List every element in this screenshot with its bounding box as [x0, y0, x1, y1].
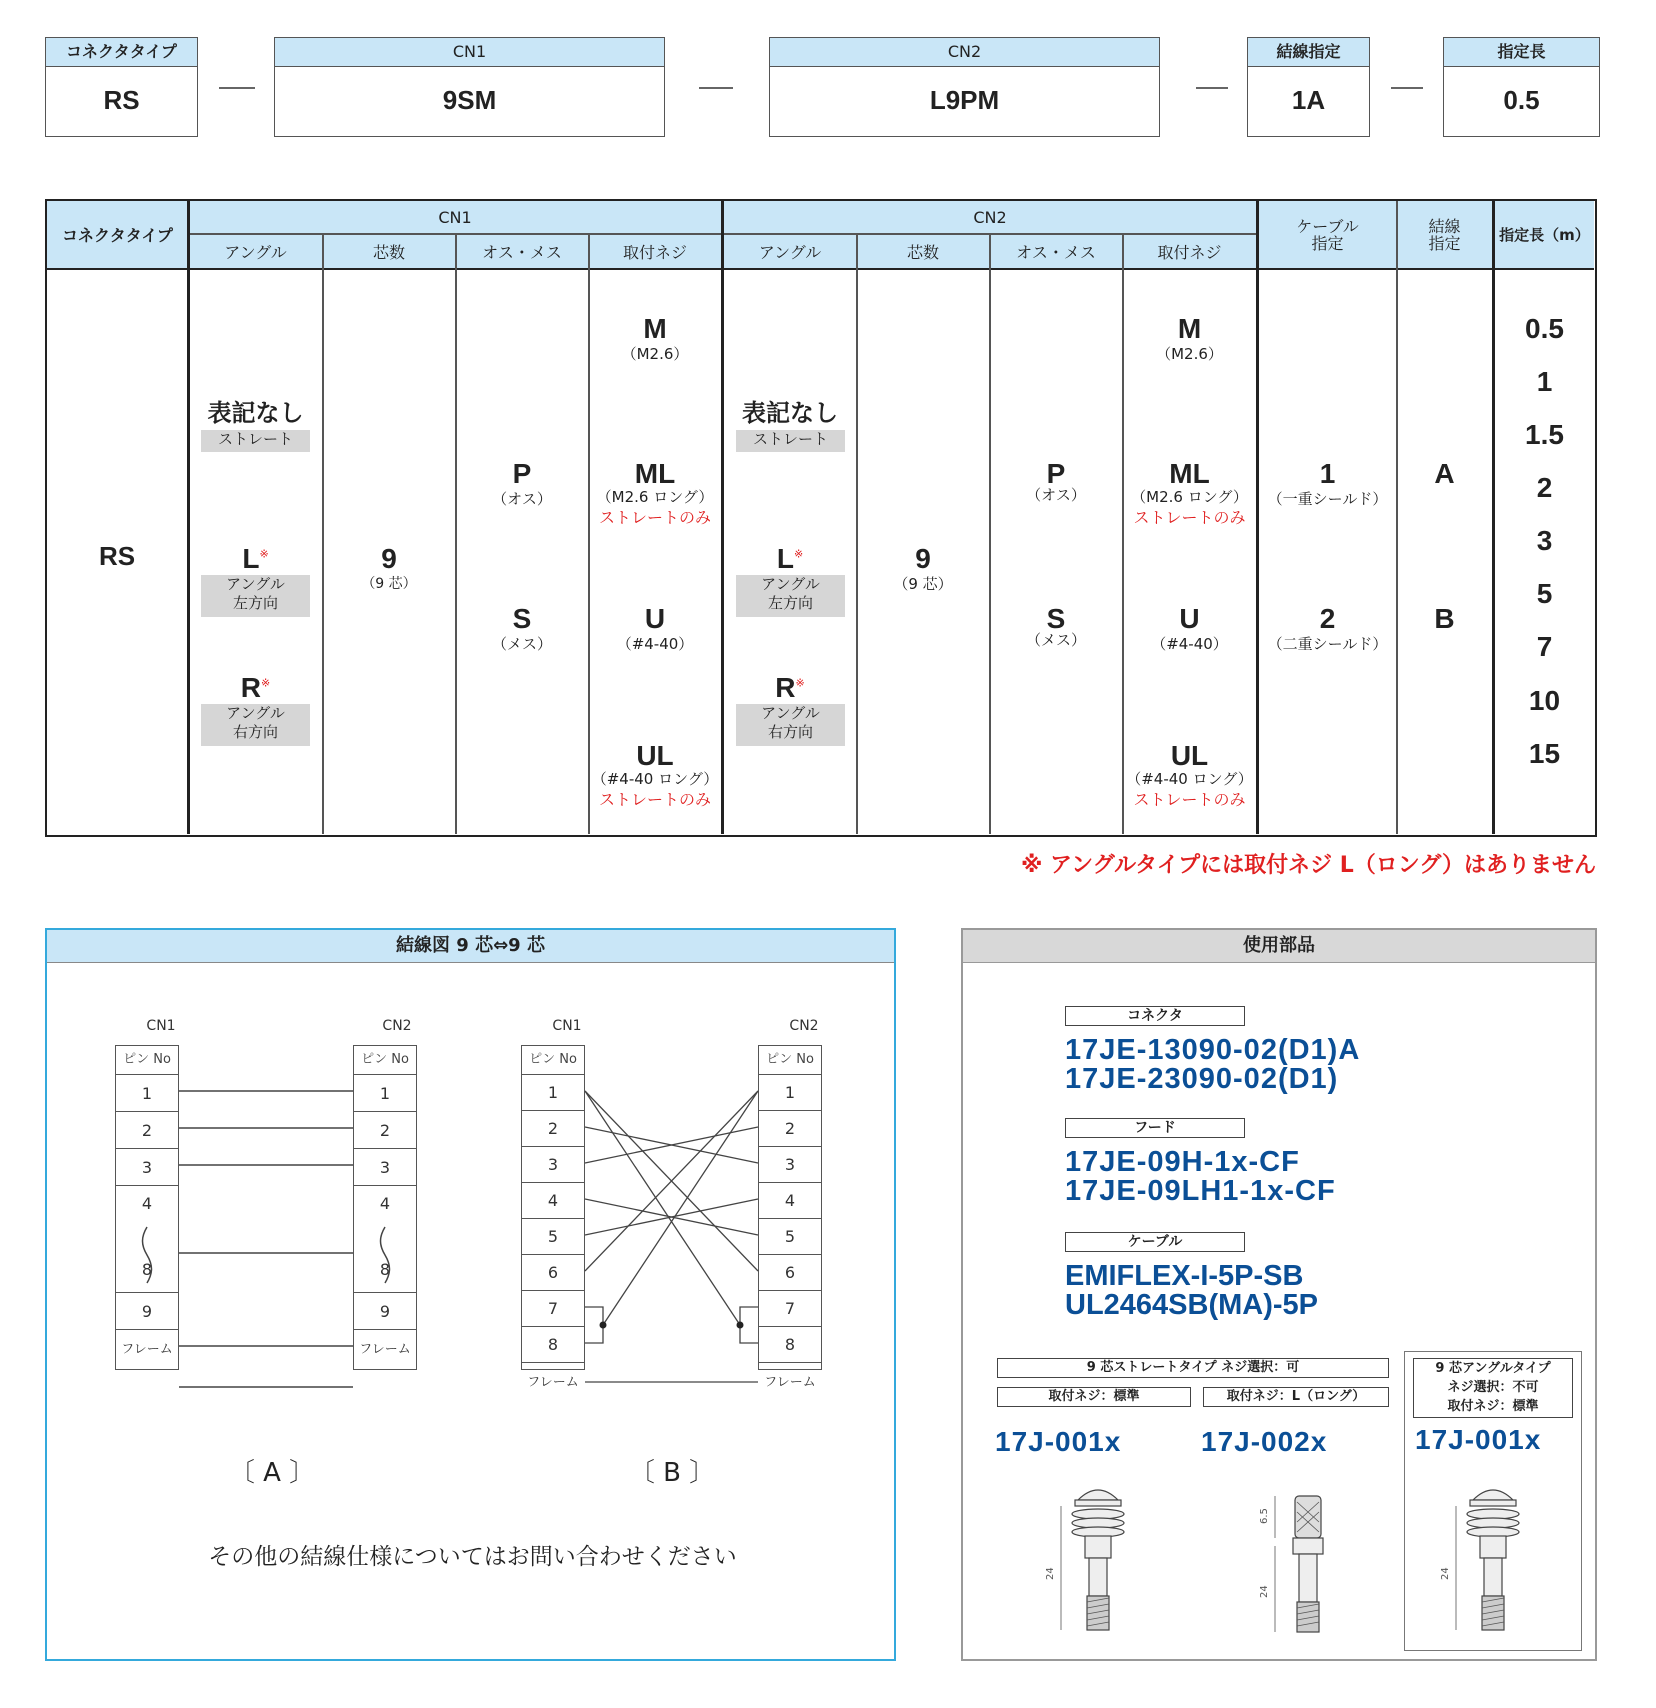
dim-label: 24 [1045, 1567, 1056, 1580]
length-option: 2 [1536, 472, 1553, 503]
screw-m: M [643, 313, 667, 344]
pin-5: 5 [759, 1218, 821, 1254]
cable-part-1: EMIFLEX-I-5P-SB [1065, 1260, 1304, 1292]
hood-label: フード [1065, 1118, 1245, 1138]
pin-frame: フレーム [759, 1362, 821, 1402]
pin-7: 7 [759, 1290, 821, 1326]
angle-right-sub: アングル 右方向 [201, 704, 310, 746]
pn-cn1-value: 9SM [442, 85, 497, 115]
angle-type-line-2: ネジ選択：不可 [1447, 1380, 1539, 1395]
pn-connector-type-header: コネクタタイプ [46, 38, 197, 67]
spec-table [45, 199, 1597, 837]
th-cn2-gender: オス・メス [990, 234, 1122, 268]
pin-2: 2 [116, 1111, 178, 1148]
cn2-gender-p: P [1046, 458, 1066, 489]
cn1-cores-value: 9 [381, 543, 397, 574]
th-cn2-angle: アングル [724, 234, 856, 268]
angle-none-sub: ストレート [736, 430, 845, 452]
angle-part: 17J-001x [1415, 1424, 1542, 1455]
connector-type-value: RS [98, 541, 136, 571]
pin-header: ピン No [766, 1052, 814, 1067]
cn2-screw-options [1123, 201, 1256, 834]
pin-6: 6 [522, 1254, 584, 1290]
b-cn2-label: CN2 [789, 1018, 819, 1034]
length-option: 7 [1536, 631, 1553, 662]
screw-ul-note: ストレートのみ [1133, 790, 1246, 809]
dash [219, 87, 255, 89]
pn-cn1 [274, 37, 665, 137]
cable-1: 1 [1319, 458, 1336, 489]
dash [1391, 87, 1423, 89]
screw-u-sub: （#4-40） [616, 635, 694, 653]
screw-ul: UL [636, 740, 674, 771]
cn2-gender-p-sub: （オス） [1026, 486, 1086, 504]
screw-ml-sub: （M2.6 ロング） [596, 488, 714, 506]
pin-8: 8 [759, 1326, 821, 1362]
screw-m-sub: （M2.6） [1156, 345, 1223, 363]
angle-right-letter: R [775, 672, 796, 703]
pin-4: 4 [116, 1185, 178, 1213]
cn2-angle-options [724, 201, 856, 834]
screw-ml: ML [1169, 458, 1210, 489]
angle-type-line-1: 9 芯アングルタイプ [1435, 1361, 1551, 1376]
th-cn1-cores: 芯数 [323, 234, 455, 268]
wiring-b: B [1434, 603, 1455, 634]
pin-2: 2 [759, 1110, 821, 1146]
pn-length-header: 指定長 [1444, 38, 1599, 67]
pin-5: 5 [522, 1218, 584, 1254]
screw-ul-sub: （#4-40 ロング） [1126, 770, 1253, 788]
angle-right-letter: R [240, 672, 261, 703]
pn-cn2 [769, 37, 1160, 137]
pn-cn2-value: L9PM [929, 85, 1000, 115]
pn-cn1-header: CN1 [275, 38, 664, 67]
connector-part-1: 17JE-13090-02(D1)A [1065, 1034, 1361, 1066]
parts-title: 使用部品 [963, 930, 1595, 963]
pin-6: 6 [759, 1254, 821, 1290]
length-option: 0.5 [1525, 313, 1564, 344]
angle-footnote: ※ アングルタイプには取付ネジ L（ロング）はありません [1021, 853, 1596, 878]
screw-ml: ML [634, 458, 676, 489]
col-divider [856, 234, 858, 834]
col-divider [322, 234, 324, 834]
cable-label: ケーブル [1065, 1232, 1245, 1252]
th-length: 指定長（m） [1495, 201, 1594, 268]
th-cn1-screw: 取付ネジ [589, 234, 721, 268]
screw-ul-sub: （#4-40 ロング） [591, 770, 719, 788]
th-cn1-angle: アングル [189, 234, 322, 268]
col-divider [1256, 201, 1259, 834]
cn2-gender-s: S [1046, 603, 1066, 634]
cn1-gender-s: S [512, 603, 532, 634]
wiring-diagram-panel [45, 928, 896, 1661]
angle-right-mark: ※ [795, 677, 805, 690]
connector-part-2: 17JE-23090-02(D1) [1065, 1063, 1339, 1095]
dim-label: 24 [1259, 1585, 1270, 1598]
length-option: 3 [1536, 525, 1553, 556]
angle-left-letter: L [776, 543, 794, 574]
pin-1: 1 [354, 1074, 416, 1111]
label-b: 〔 B 〕 [628, 1458, 716, 1488]
angle-left-sub: アングル 左方向 [201, 575, 310, 617]
dim-label: 6.5 [1259, 1508, 1270, 1524]
hood-part-1: 17JE-09H-1x-CF [1065, 1146, 1300, 1178]
angle-right-mark: ※ [261, 677, 271, 690]
length-option: 1.5 [1525, 419, 1564, 450]
col-divider [455, 234, 457, 834]
col-divider [1396, 201, 1398, 834]
screw-angle-drawing [1418, 1470, 1568, 1650]
th-cn2-cores: 芯数 [857, 234, 989, 268]
angle-right-sub: アングル 右方向 [736, 704, 845, 746]
angle-left-mark: ※ [793, 548, 804, 561]
pn-connector-type-value: RS [103, 85, 140, 115]
pin-8: 8 [379, 1260, 391, 1279]
cable-part-2: UL2464SB(MA)-5P [1065, 1289, 1318, 1321]
screw-std-drawing [1023, 1470, 1173, 1650]
th-cn1: CN1 [189, 201, 721, 233]
cn1-gender-p: P [512, 458, 532, 489]
cn1-screw-options [589, 201, 721, 834]
length-option: 1 [1536, 366, 1553, 397]
wiring-diagram-title: 結線図 9 芯⇔9 芯 [47, 930, 894, 963]
angle-none-title: 表記なし [207, 400, 304, 427]
length-option: 15 [1528, 738, 1561, 769]
th-cable: ケーブル 指定 [1259, 201, 1396, 268]
pin-4: 4 [522, 1182, 584, 1218]
pn-wiring-header: 結線指定 [1248, 38, 1369, 67]
screw-m-sub: （M2.6） [621, 345, 689, 363]
pin-1: 1 [116, 1074, 178, 1111]
screw-m: M [1177, 313, 1202, 344]
pin-4: 4 [759, 1182, 821, 1218]
screw-ml-note: ストレートのみ [598, 508, 711, 527]
pn-length [1443, 37, 1600, 137]
pn-length-value: 0.5 [1503, 85, 1540, 115]
screw-std-part: 17J-001x [995, 1426, 1122, 1457]
pin-frame: フレーム [354, 1329, 416, 1369]
pin-frame: フレーム [116, 1329, 178, 1369]
pin-9: 9 [354, 1292, 416, 1329]
pn-wiring-value: 1A [1291, 85, 1326, 115]
length-option: 10 [1528, 685, 1561, 716]
pin-2: 2 [354, 1111, 416, 1148]
angle-type-line-3: 取付ネジ：標準 [1447, 1399, 1539, 1414]
pin-8: 8 [141, 1260, 153, 1279]
screw-ml-sub: （M2.6 ロング） [1131, 488, 1248, 506]
screw-ml-note: ストレートのみ [1133, 508, 1246, 527]
pin-4: 4 [354, 1185, 416, 1213]
angle-right-title [724, 672, 856, 704]
screw-long-part: 17J-002x [1201, 1426, 1328, 1457]
th-cn2-screw: 取付ネジ [1123, 234, 1256, 268]
dash [699, 87, 733, 89]
angle-right-title [189, 672, 322, 704]
hood-part-2: 17JE-09LH1-1x-CF [1065, 1175, 1336, 1207]
label-a: 〔 A 〕 [228, 1458, 316, 1488]
pin-3: 3 [354, 1148, 416, 1185]
screw-ul-note: ストレートのみ [598, 790, 711, 809]
screw-u: U [1179, 603, 1200, 634]
cn2-cores-value: 9 [915, 543, 931, 574]
cn2-cores-sub: （9 芯） [893, 575, 953, 593]
angle-left-title [724, 543, 856, 575]
a-cn2-label: CN2 [382, 1018, 412, 1034]
pin-header: ピン No [123, 1052, 171, 1067]
length-list [1495, 201, 1594, 834]
pin-9: 9 [116, 1292, 178, 1329]
angle-left-mark: ※ [259, 548, 269, 561]
pin-3: 3 [759, 1146, 821, 1182]
pin-3: 3 [116, 1148, 178, 1185]
angle-none-title: 表記なし [742, 400, 838, 427]
pin-2: 2 [522, 1110, 584, 1146]
screw-std-label: 取付ネジ：標準 [997, 1387, 1191, 1407]
dim-label: 24 [1440, 1567, 1451, 1580]
length-option: 5 [1536, 578, 1553, 609]
angle-type-label [1413, 1358, 1573, 1418]
b-cn1-label: CN1 [552, 1018, 582, 1034]
pin-1: 1 [522, 1074, 584, 1110]
th-cn1-gender: オス・メス [456, 234, 588, 268]
pn-cn2-header: CN2 [770, 38, 1159, 67]
pin-frame: フレーム [522, 1362, 584, 1402]
cable-2-sub: （二重シールド） [1267, 635, 1388, 653]
wiring-a: A [1434, 458, 1455, 489]
cn1-cores-sub: （9 芯） [361, 576, 417, 592]
pin-3: 3 [522, 1146, 584, 1182]
angle-none-sub: ストレート [201, 430, 310, 452]
pin-8: 8 [522, 1326, 584, 1362]
angle-left-sub: アングル 左方向 [736, 575, 845, 617]
pin-7: 7 [522, 1290, 584, 1326]
wiring-note: その他の結線仕様についてはお問い合わせください [208, 1544, 737, 1570]
screw-ul: UL [1170, 740, 1209, 771]
cable-1-sub: （一重シールド） [1267, 490, 1388, 508]
pin-1: 1 [759, 1074, 821, 1110]
cable-2: 2 [1319, 603, 1336, 634]
screw-long-drawing [1233, 1470, 1383, 1650]
pin-header: ピン No [529, 1052, 577, 1067]
angle-left-title [189, 543, 322, 575]
cn1-gender-s-sub: （メス） [491, 635, 552, 653]
angle-left-letter: L [242, 543, 260, 574]
pn-wiring [1247, 37, 1370, 137]
screw-u: U [644, 603, 666, 634]
straight-type-label: 9 芯ストレートタイプ ネジ選択：可 [997, 1358, 1389, 1378]
col-divider [989, 234, 991, 834]
screw-long-label: 取付ネジ：L（ロング） [1203, 1387, 1389, 1407]
dash [1196, 87, 1228, 89]
a-cn1-label: CN1 [146, 1018, 176, 1034]
th-wiring: 結線 指定 [1397, 201, 1492, 268]
th-cn2: CN2 [724, 201, 1256, 233]
cn1-gender-p-sub: （オス） [492, 490, 552, 508]
connector-label: コネクタ [1065, 1006, 1245, 1026]
pn-connector-type [45, 37, 198, 137]
pin-header: ピン No [361, 1052, 409, 1067]
th-connector-type: コネクタタイプ [47, 201, 188, 268]
cn1-angle-options [189, 201, 322, 834]
parts-panel [961, 928, 1597, 1661]
cn2-gender-s-sub: （メス） [1025, 631, 1086, 649]
screw-u-sub: （#4-40） [1151, 635, 1228, 653]
